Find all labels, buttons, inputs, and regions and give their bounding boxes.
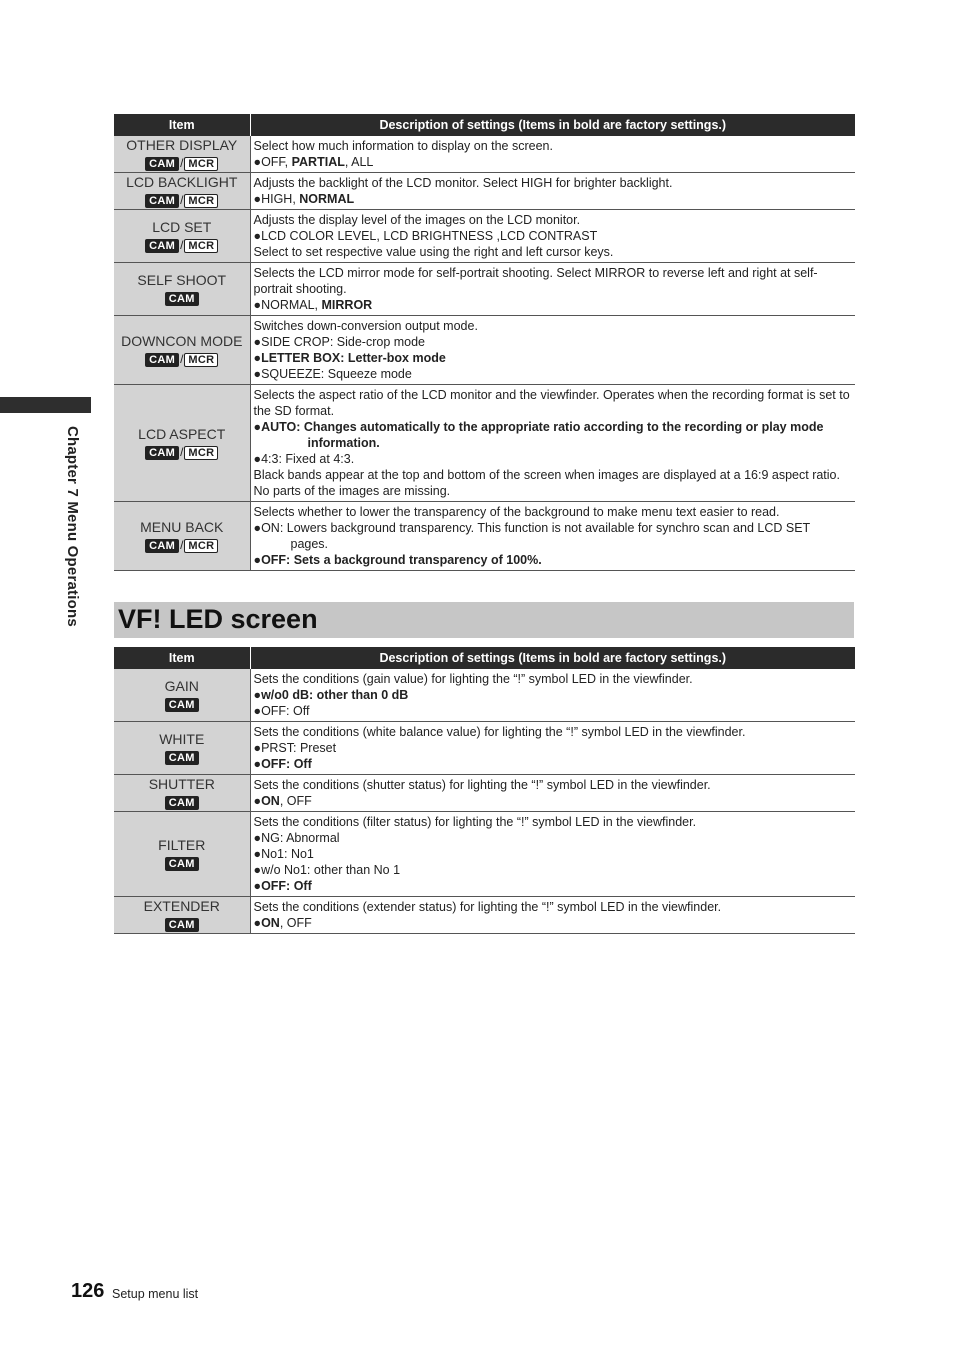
header-item: Item: [114, 114, 250, 136]
item-name: DOWNCON MODE: [121, 333, 243, 349]
item-cell: [114, 722, 250, 775]
header-description: Description of settings (Items in bold are factory settings.): [250, 114, 855, 136]
item-cell: [114, 210, 250, 263]
item-cell: [114, 263, 250, 316]
table-row: [114, 775, 855, 812]
section-title: VF! LED screen: [118, 604, 318, 634]
cam-badge: CAM: [165, 918, 199, 932]
description-cell: Select how much information to display on the screen. ●OFF, PARTIAL, ALL: [250, 136, 855, 173]
cam-badge: CAM: [145, 157, 179, 171]
mode-badges: [114, 290, 250, 306]
description-cell: Switches down-conversion output mode. ●SIDE CROP: Side-crop mode ●LETTER BOX: Letter-box mode ●SQUEEZE: Squeeze mode: [250, 316, 855, 385]
cam-badge: CAM: [165, 751, 199, 765]
item-cell: [114, 316, 250, 385]
description-cell: Selects whether to lower the transparency of the background to make menu text easier to read. ●ON: Lowers background transparency. This function is not available for synchro scan and LCD SET pages. ●OFF: Sets a background transparency of 100%.: [250, 502, 855, 571]
item-name: SELF SHOOT: [137, 272, 227, 288]
description-cell: Selects the LCD mirror mode for self-portrait shooting. Select MIRROR to reverse left and right at self-portrait shooting. ●NORMAL, MIRROR: [250, 263, 855, 316]
chapter-tab-marker: [0, 397, 91, 413]
item-cell: [114, 136, 250, 173]
table-row: [114, 210, 855, 263]
item-name: GAIN: [164, 678, 199, 694]
description-cell: Sets the conditions (white balance value) for lighting the “!” symbol LED in the viewfinder. ●PRST: Preset ●OFF: Off: [250, 722, 855, 775]
table-row: [114, 812, 855, 897]
description-cell: Sets the conditions (shutter status) for lighting the “!” symbol LED in the viewfinder. ●ON, OFF: [250, 775, 855, 812]
description-cell: Sets the conditions (extender status) for lighting the “!” symbol LED in the viewfinder. ●ON, OFF: [250, 897, 855, 934]
mcr-badge: MCR: [184, 353, 218, 367]
item-name: WHITE: [159, 731, 205, 747]
header-description: Description of settings (Items in bold are factory settings.): [250, 647, 855, 669]
mcr-badge: MCR: [184, 539, 218, 553]
cam-badge: CAM: [145, 446, 179, 460]
mode-badges: [114, 794, 250, 810]
cam-badge: CAM: [145, 239, 179, 253]
table-header-row: [114, 647, 855, 669]
description-cell: Adjusts the backlight of the LCD monitor. Select HIGH for brighter backlight. ●HIGH, NORMAL: [250, 173, 855, 210]
mode-badges: [114, 749, 250, 765]
item-cell: [114, 812, 250, 897]
cam-badge: CAM: [145, 353, 179, 367]
cam-badge: CAM: [165, 292, 199, 306]
table-row: [114, 316, 855, 385]
header-item: Item: [114, 647, 250, 669]
table-row: [114, 136, 855, 173]
table-row: [114, 263, 855, 316]
description-cell: Adjusts the display level of the images on the LCD monitor. ●LCD COLOR LEVEL, LCD BRIGHTNESS ,LCD CONTRAST Select to set respective value using the right and left cursor keys.: [250, 210, 855, 263]
item-cell: [114, 173, 250, 210]
mcr-badge: MCR: [184, 157, 218, 171]
settings-table-display: [114, 114, 855, 571]
page-number: 126: [71, 1280, 105, 1302]
settings-table-vf-led: [114, 647, 855, 934]
item-name: MENU BACK: [140, 519, 224, 535]
mode-badges: [114, 855, 250, 871]
cam-badge: CAM: [145, 194, 179, 208]
description-cell: Selects the aspect ratio of the LCD monitor and the viewfinder. Operates when the recording format is set to the SD format. ●AUTO: Changes automatically to the appropriate ratio according to the recording or play mode information. ●4:3: Fixed at 4:3. Black bands appear at the top and bottom of the screen when images are displayed at a 16:9 aspect ratio. No parts of the images are missing.: [250, 385, 855, 502]
mode-badges: CAM / MCR: [114, 155, 250, 171]
item-cell: [114, 775, 250, 812]
table-row: [114, 173, 855, 210]
description-cell: Sets the conditions (filter status) for lighting the “!” symbol LED in the viewfinder. ●NG: Abnormal ●No1: No1 ●w/o No1: other than No 1 ●OFF: Off: [250, 812, 855, 897]
item-name: SHUTTER: [148, 776, 215, 792]
mode-badges: [114, 916, 250, 932]
table-row: [114, 722, 855, 775]
item-name: LCD BACKLIGHT: [126, 174, 238, 190]
table-row: [114, 669, 855, 722]
mode-badges: CAM / MCR: [114, 351, 250, 367]
mode-badges: CAM / MCR: [114, 537, 250, 553]
mode-badges: CAM / MCR: [114, 192, 250, 208]
item-cell: [114, 669, 250, 722]
description-cell: Sets the conditions (gain value) for lighting the “!” symbol LED in the viewfinder. ●w/o0 dB: other than 0 dB ●OFF: Off: [250, 669, 855, 722]
table-row: [114, 897, 855, 934]
mcr-badge: MCR: [184, 446, 218, 460]
table-row: [114, 502, 855, 571]
mode-badges: CAM / MCR: [114, 444, 250, 460]
cam-badge: CAM: [165, 796, 199, 810]
cam-badge: CAM: [145, 539, 179, 553]
mcr-badge: MCR: [184, 194, 218, 208]
section-header: [114, 602, 854, 638]
table-header-row: [114, 114, 855, 136]
item-name: LCD ASPECT: [138, 426, 226, 442]
mode-badges: [114, 696, 250, 712]
cam-badge: CAM: [165, 857, 199, 871]
table-row: [114, 385, 855, 502]
item-name: OTHER DISPLAY: [126, 137, 238, 153]
item-cell: [114, 897, 250, 934]
item-cell: [114, 385, 250, 502]
item-name: FILTER: [158, 837, 206, 853]
item-name: EXTENDER: [143, 898, 220, 914]
cam-badge: CAM: [165, 698, 199, 712]
footer-text: Setup menu list: [112, 1287, 199, 1301]
item-name: LCD SET: [152, 219, 212, 235]
item-cell: [114, 502, 250, 571]
chapter-label: Chapter 7 Menu Operations: [64, 426, 81, 627]
mode-badges: CAM / MCR: [114, 237, 250, 253]
mcr-badge: MCR: [184, 239, 218, 253]
